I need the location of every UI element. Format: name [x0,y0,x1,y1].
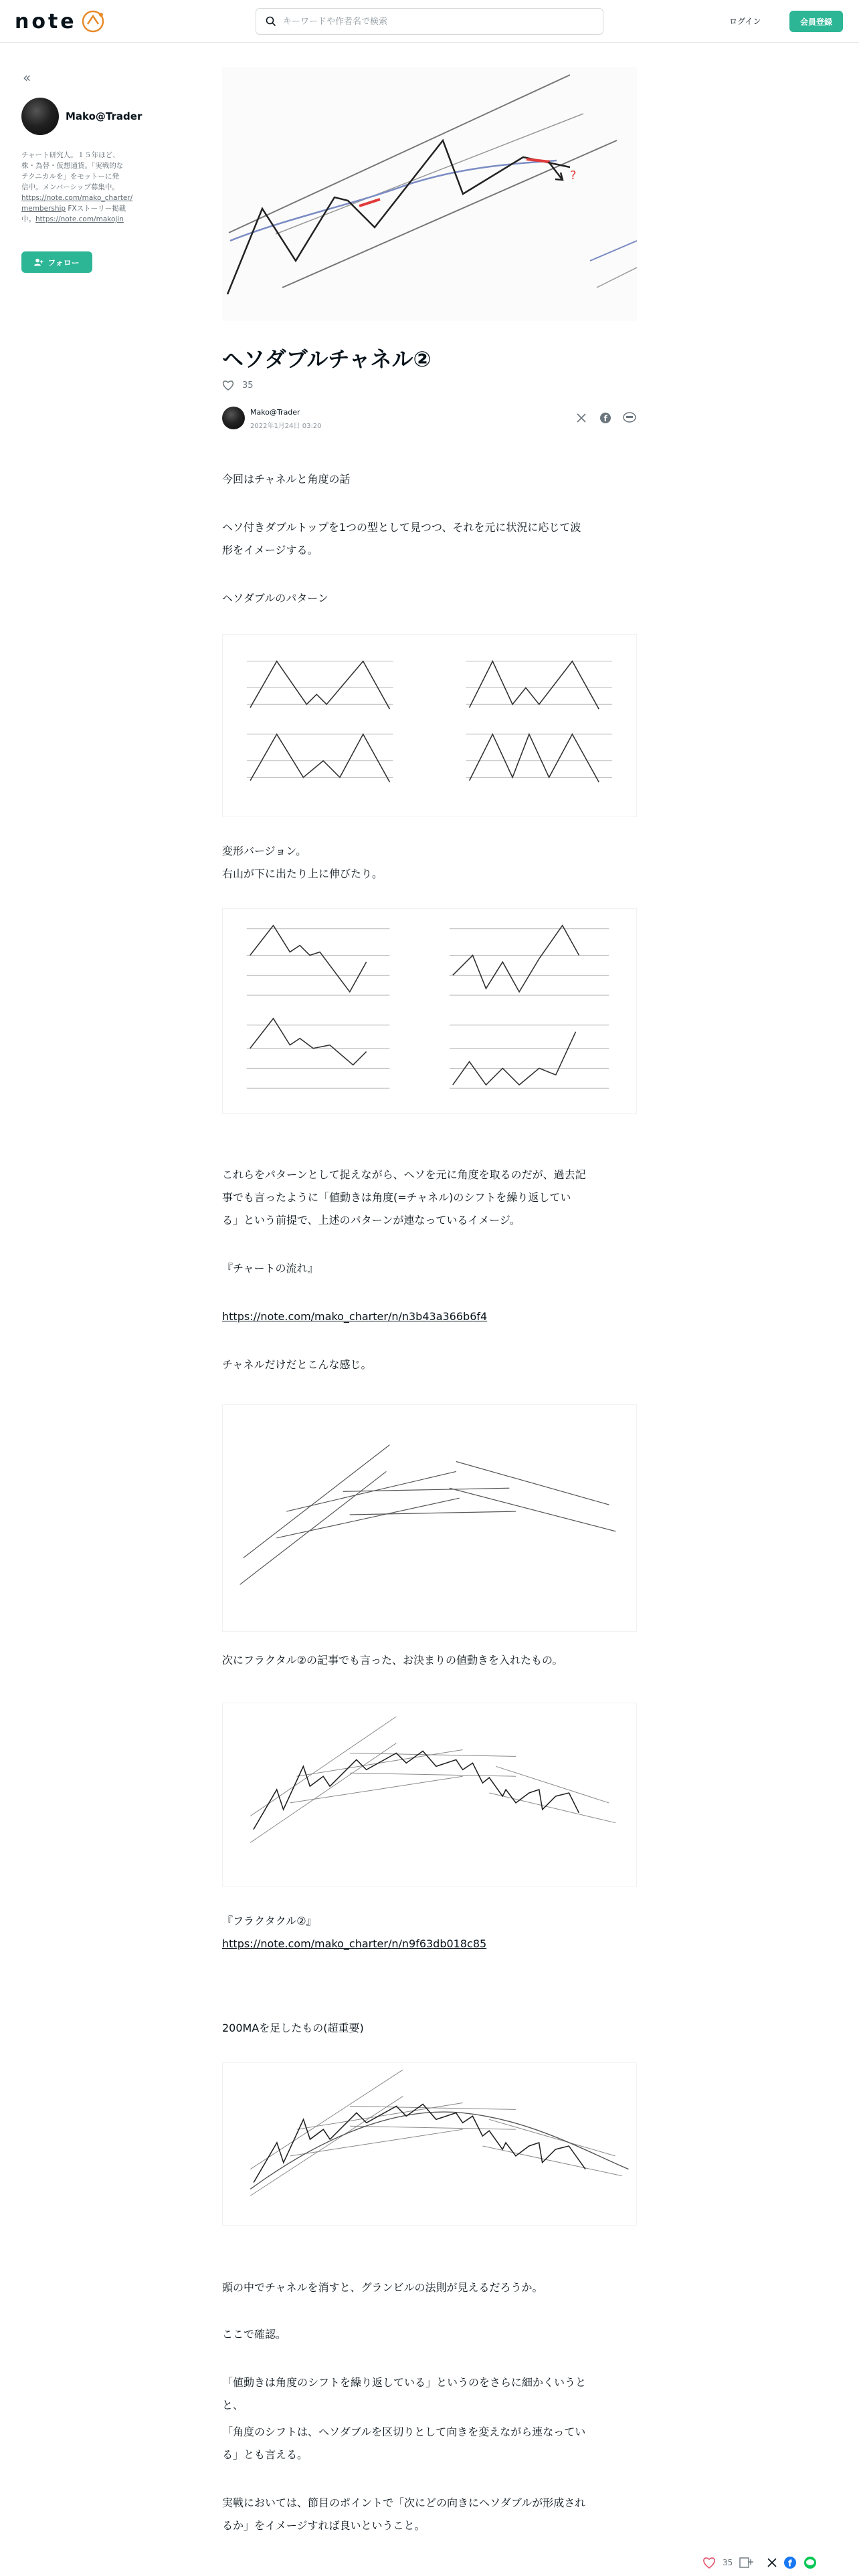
paragraph: 事でも言ったように「値動きは角度(=チャネル)のシフトを繰り返してい [222,1191,571,1204]
register-button[interactable]: 会員登録 [789,11,843,32]
bio-line: テクニカルを」をモットーに発 [21,173,120,181]
paragraph: る」という前提で、上述のパターンが連なっているイメージ。 [222,1214,520,1226]
heart-icon[interactable] [222,380,234,391]
paragraph: 形をイメージする。 [222,544,318,556]
search-icon [266,16,276,27]
article-title: ヘソダブルチャネル② [222,346,432,372]
bio-line: 信中。メンバーシップ募集中。 [21,183,119,191]
paragraph: 『チャートの流れ』 [222,1262,318,1275]
ma200-figure[interactable] [222,2062,637,2226]
paragraph: るか」をイメージすれば良いということ。 [222,2519,425,2532]
search-box[interactable] [256,8,603,35]
anniversary-badge-icon [80,9,106,33]
facebook-share-icon[interactable] [598,411,613,425]
hero-chart-image[interactable] [222,67,637,321]
magazine-add-icon[interactable] [739,2557,754,2569]
author-name[interactable]: Mako@Trader [250,408,300,417]
x-share-icon[interactable] [767,2558,777,2567]
login-button[interactable]: ログイン [729,12,761,31]
floating-like-count: 35 [723,2558,733,2567]
fractal-figure[interactable] [222,1703,637,1887]
follow-label: フォロー [47,257,80,267]
creator-bio [21,150,149,225]
search-input[interactable] [283,17,577,27]
user-plus-icon [34,258,43,266]
svg-text:f: f [788,2559,792,2569]
note-logo[interactable] [15,8,106,35]
heart-icon[interactable] [702,2557,716,2569]
creator-name[interactable]: Mako@Trader [66,110,142,122]
paragraph: 次にフラクタル②の記事でも言った、お決まりの値動きを入れたもの。 [222,1654,563,1667]
paragraph: 今回はチャネルと角度の話 [222,473,351,486]
collapse-sidebar-icon[interactable]: « [23,70,31,86]
floating-action-bar [702,2549,859,2576]
paragraph: 200MAを足したもの(超重要) [222,2022,364,2034]
pattern-figure-1[interactable] [222,634,637,817]
like-count: 35 [242,380,254,391]
creator-profile[interactable] [21,98,149,135]
line-share-icon[interactable] [622,411,637,425]
paragraph: 『フラクタクル②』 [222,1915,317,1927]
creator-avatar[interactable] [21,98,59,135]
paragraph: 変形バージョン。 [222,845,307,857]
channel-figure[interactable] [222,1404,637,1632]
author-avatar[interactable] [222,407,245,429]
article-link[interactable]: https://note.com/mako_charter/n/n3b43a366b6f4 [222,1310,488,1323]
x-share-icon[interactable] [574,411,589,425]
paragraph: ヘソ付きダブルトップを1つの型として見つつ、それを元に状況に応じて波 [222,521,581,534]
section-heading-text: ヘソダブルのパターン [222,592,328,605]
line-share-icon[interactable] [803,2556,817,2569]
paragraph: チャネルだけだとこんな感じ。 [222,1358,372,1371]
bio-membership-link[interactable]: https://note.com/mako_charter/ [21,194,133,202]
article-link[interactable]: https://note.com/mako_charter/n/n9f63db018c85 [222,1937,487,1950]
paragraph: と、 [222,2399,244,2411]
bio-membership-link-cont[interactable]: membership [21,205,66,213]
svg-text:?: ? [570,169,577,183]
svg-text:f: f [603,414,607,423]
bio-text: 中。 [21,215,35,223]
bio-line: チャート研究人。１５年ほど、 [21,151,120,159]
bio-profile-link[interactable]: https://note.com/makojin [35,215,124,223]
share-buttons [574,411,637,425]
facebook-share-icon[interactable] [783,2556,797,2569]
paragraph: る」とも言える。 [222,2448,308,2461]
bio-line: 株・為替・仮想通貨。「実戦的な [21,162,124,170]
paragraph: ここで確認。 [222,2328,287,2341]
pattern-figure-2[interactable] [222,908,637,1114]
author-row [222,405,637,432]
paragraph: これらをパターンとして捉えながら、ヘソを元に角度を取るのだが、過去記 [222,1168,586,1181]
paragraph: 実戦においては、節目のポイントで「次にどの向きにヘソダブルが形成され [222,2496,586,2509]
paragraph: 「値動きは角度のシフトを繰り返している」というのをさらに細かくいうと [222,2376,587,2389]
site-header [0,0,859,43]
publish-date: 2022年1月24日 03:20 [250,423,322,430]
follow-button[interactable] [21,251,92,273]
paragraph: 「角度のシフトは、ヘソダブルを区切りとして向きを変えながら連なってい [222,2426,586,2438]
paragraph: 右山が下に出たり上に伸びたり。 [222,867,383,880]
logo-wordmark: note [15,9,77,33]
like-area [222,380,254,391]
bio-text: FXストーリー掲載 [66,205,126,213]
paragraph: 頭の中でチャネルを消すと、グランビルの法則が見えるだろうか。 [222,2281,543,2294]
